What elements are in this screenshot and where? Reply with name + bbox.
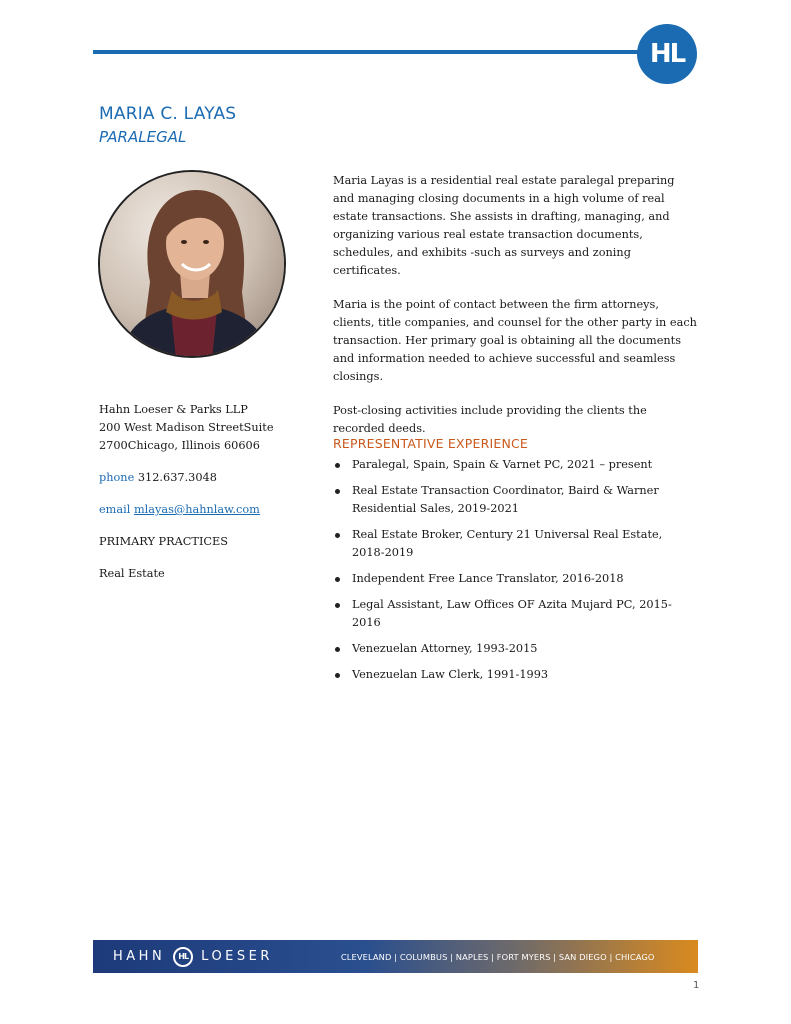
list-item: Venezuelan Law Clerk, 1991-1993 [333,666,693,684]
bio-paragraph: Post-closing activities include providing the clients the recorded deeds. [333,404,647,435]
experience-list [333,456,693,692]
contact-block [99,401,299,583]
list-item: Real Estate Broker, Century 21 Universal Real Estate, 2018-2019 [333,526,693,562]
hl-logo-text: HL [649,39,685,69]
page-number: 1 [693,980,700,991]
practices-heading: PRIMARY PRACTICES [99,535,229,548]
firm-name: Hahn Loeser & Parks LLP [99,403,248,416]
hl-logo [637,24,697,84]
footer-banner [93,940,698,973]
city-address: 2700Chicago, Illinois 60606 [99,439,260,452]
list-item: Independent Free Lance Translator, 2016-2018 [333,570,693,588]
email-label: email [99,503,131,516]
street-address: 200 West Madison StreetSuite [99,421,274,434]
footer-brand [113,947,273,967]
portrait-illustration [100,172,286,358]
practice-item: Real Estate [99,567,165,580]
bio-paragraph: Maria is the point of contact between the firm attorneys, clients, title companies, and counsel for the other party in each transaction. Her primary goal is obtaining all the documents and information needed to achieve successful and seamless closings. [333,298,697,383]
footer-cities: CLEVELAND | COLUMBUS | NAPLES | FORT MYERS | SAN DIEGO | CHICAGO [340,951,655,962]
brand-mark-icon: HL [173,947,193,967]
list-item: Venezuelan Attorney, 1993-2015 [333,640,693,658]
list-item: Paralegal, Spain, Spain & Varnet PC, 2021 – present [333,456,693,474]
list-item: Legal Assistant, Law Offices OF Azita Mujard PC, 2015-2016 [333,596,693,632]
bio-section [333,172,698,454]
bio-paragraph: Maria Layas is a residential real estate paralegal preparing and managing closing documents in a high volume of real estate transactions. She assists in drafting, managing, and organizing various real estate transaction documents, schedules, and exhibits -such as surveys and zoning certificates. [333,174,675,277]
phone-row [99,469,299,487]
brand-right: LOESER [201,949,273,964]
phone-label: phone [99,471,135,484]
email-link[interactable]: mlayas@hahnlaw.com [133,503,260,516]
profile-name: MARIA C. LAYAS [99,104,237,124]
experience-heading: REPRESENTATIVE EXPERIENCE [333,436,529,451]
email-row [99,501,299,519]
profile-title: PARALEGAL [99,128,187,146]
list-item: Real Estate Transaction Coordinator, Baird & Warner Residential Sales, 2019-2021 [333,482,693,518]
header-rule [93,50,653,54]
profile-photo [98,170,286,358]
phone-number[interactable]: 312.637.3048 [137,471,217,484]
brand-left: HAHN [113,949,166,964]
address [99,401,299,455]
